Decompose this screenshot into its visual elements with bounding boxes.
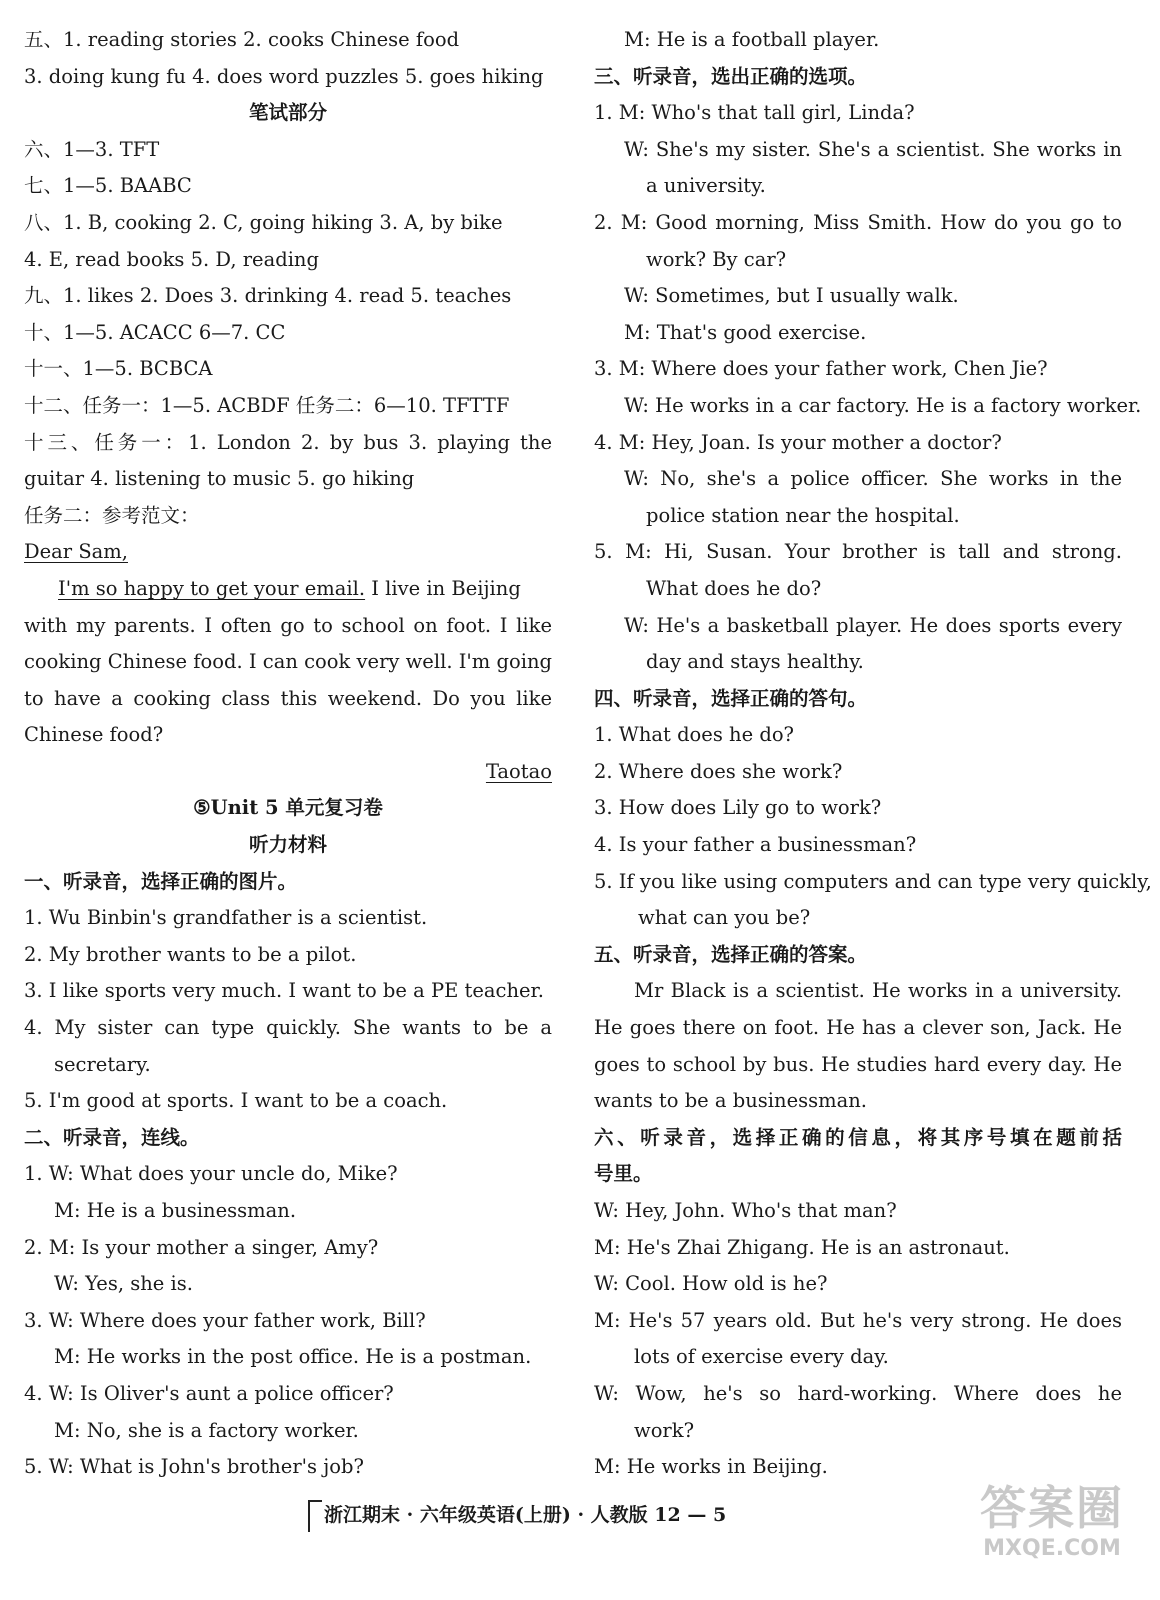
right-column xyxy=(594,22,1152,1486)
right-text-line: What does he do? xyxy=(646,576,822,600)
left-text-line: 5. I'm good at sports. I want to be a coach. xyxy=(24,1089,448,1113)
left-text-line: 八、1. B, cooking 2. C, going hiking 3. A, by bike xyxy=(24,210,503,234)
right-text-line: a university. xyxy=(646,174,766,198)
left-text-line: 十、1—5. ACACC 6—7. CC xyxy=(24,320,286,344)
right-text-line: He goes there on foot. He has a clever son, Jack. He xyxy=(594,1016,1122,1040)
right-text-line: 5. If you like using computers and can type very quickly, xyxy=(594,869,1152,893)
left-text-line: 九、1. likes 2. Does 3. drinking 4. read 5. teaches xyxy=(24,284,512,308)
text-segment: I live in Beijing xyxy=(365,576,521,600)
right-text-line: W: Cool. How old is he? xyxy=(594,1272,828,1296)
left-text-line: W: Yes, she is. xyxy=(54,1272,193,1296)
left-text-line: Dear Sam, xyxy=(24,540,128,564)
left-column xyxy=(24,22,552,1486)
right-text-line: M: He's 57 years old. But he's very strong. He does xyxy=(594,1308,1122,1332)
left-text-line: to have a cooking class this weekend. Do you like xyxy=(24,686,552,710)
left-text-line: with my parents. I often go to school on foot. I like xyxy=(24,613,552,637)
watermark-logo-text: 答案圈 xyxy=(980,1481,1124,1535)
right-text-line: 3. M: Where does your father work, Chen Jie? xyxy=(594,357,1048,381)
right-text-line: W: He works in a car factory. He is a factory worker. xyxy=(624,393,1142,417)
right-text-line: 2. Where does she work? xyxy=(594,759,843,783)
left-text-line: 七、1—5. BAABC xyxy=(24,174,192,198)
left-text-line: 1. Wu Binbin's grandfather is a scientist. xyxy=(24,906,428,930)
right-text-line: M: He's Zhai Zhigang. He is an astronaut. xyxy=(594,1235,1010,1259)
right-text-line: 号里。 xyxy=(594,1162,653,1186)
right-text-line: M: That's good exercise. xyxy=(624,320,867,344)
left-text-line: 4. W: Is Oliver's aunt a police officer? xyxy=(24,1381,394,1405)
left-text-line: Taotao xyxy=(485,759,552,783)
left-text-line: 2. My brother wants to be a pilot. xyxy=(24,942,357,966)
left-text-line: 4. E, read books 5. D, reading xyxy=(24,247,319,271)
footer-bracket-mark xyxy=(308,1500,322,1532)
left-text-line: 任务二：参考范文： xyxy=(24,503,200,527)
left-text-line: ⑤Unit 5 单元复习卷 xyxy=(193,796,383,820)
top-header-fragment xyxy=(360,0,490,6)
left-text-line: Chinese food? xyxy=(24,723,164,747)
right-text-line: 1. M: Who's that tall girl, Linda? xyxy=(594,101,915,125)
left-text-line: 二、听录音，连线。 xyxy=(24,1125,200,1149)
right-text-line: 2. M: Good morning, Miss Smith. How do you go to xyxy=(594,210,1122,234)
right-text-line: W: He's a basketball player. He does sports every xyxy=(624,613,1122,637)
right-text-line: 四、听录音，选择正确的答句。 xyxy=(594,686,868,710)
text-segment: I'm so happy to get your email. xyxy=(58,576,366,600)
left-text-line: 六、1—3. TFT xyxy=(24,137,160,161)
watermark-url: MXQE.COM xyxy=(983,1536,1121,1561)
watermark-logo xyxy=(972,1480,1132,1580)
right-text-line: 六、听录音，选择正确的信息，将其序号填在题前括 xyxy=(594,1125,1122,1149)
left-text-line: 4. My sister can type quickly. She wants to be a xyxy=(24,1016,552,1040)
right-text-line: W: Hey, John. Who's that man? xyxy=(594,1199,897,1222)
right-text-line: W: Sometimes, but I usually walk. xyxy=(624,284,959,308)
right-text-line: 五、听录音，选择正确的答案。 xyxy=(594,942,868,966)
right-text-line: 4. M: Hey, Joan. Is your mother a doctor? xyxy=(594,430,1002,454)
left-text-line: M: He is a businessman. xyxy=(54,1199,297,1222)
footer-text: 浙江期末 · 六年级英语(上册) · 人教版 12 — 5 xyxy=(324,1504,727,1526)
right-text-line: lots of exercise every day. xyxy=(634,1345,889,1369)
right-text-line: M: He is a football player. xyxy=(624,28,880,51)
left-text-line: M: He works in the post office. He is a postman. xyxy=(54,1345,532,1369)
page-footer xyxy=(308,1498,804,1532)
left-text-line: 一、听录音，选择正确的图片。 xyxy=(24,869,298,893)
right-text-line: 4. Is your father a businessman? xyxy=(594,833,917,857)
left-text-line: guitar 4. listening to music 5. go hiking xyxy=(24,467,415,491)
left-text-line: 3. W: Where does your father work, Bill? xyxy=(24,1308,426,1332)
right-text-line: 3. How does Lily go to work? xyxy=(594,796,882,820)
right-text-line: what can you be? xyxy=(638,906,811,930)
left-text-line: cooking Chinese food. I can cook very well. I'm going xyxy=(24,650,552,674)
left-text-line: 十二、任务一：1—5. ACBDF 任务二：6—10. TFTTF xyxy=(24,393,510,417)
left-text-line: 5. W: What is John's brother's job? xyxy=(24,1455,364,1479)
left-text-line: secretary. xyxy=(54,1052,151,1076)
right-text-line: police station near the hospital. xyxy=(646,503,960,527)
right-text-line: wants to be a businessman. xyxy=(594,1089,868,1113)
right-text-line: work? xyxy=(634,1418,695,1442)
left-text-line: 1. W: What does your uncle do, Mike? xyxy=(24,1162,398,1186)
right-text-line: 三、听录音，选出正确的选项。 xyxy=(594,64,868,88)
left-text-line xyxy=(24,571,552,608)
right-text-line: M: He works in Beijing. xyxy=(594,1455,828,1479)
right-text-line: W: Wow, he's so hard-working. Where does he xyxy=(594,1381,1122,1405)
right-text-line: W: She's my sister. She's a scientist. She works in xyxy=(624,137,1122,161)
left-text-line: 听力材料 xyxy=(248,833,327,857)
right-text-line: goes to school by bus. He studies hard every day. He xyxy=(594,1052,1122,1076)
left-text-line: 十三、任务一：1. London 2. by bus 3. playing the xyxy=(24,430,552,454)
left-text-line: 十一、1—5. BCBCA xyxy=(24,357,213,381)
left-text-line: 3. I like sports very much. I want to be a PE teacher. xyxy=(24,979,544,1003)
left-text-line: M: No, she is a factory worker. xyxy=(54,1418,359,1442)
right-text-line: Mr Black is a scientist. He works in a university. xyxy=(634,979,1122,1003)
left-text-line: 2. M: Is your mother a singer, Amy? xyxy=(24,1235,379,1259)
right-text-line: 1. What does he do? xyxy=(594,723,795,747)
right-text-line: W: No, she's a police officer. She works in the xyxy=(624,467,1122,491)
right-text-line: work? By car? xyxy=(646,247,787,271)
left-text-line: 笔试部分 xyxy=(248,101,327,125)
right-text-line: day and stays healthy. xyxy=(646,650,864,674)
left-text-line: 五、1. reading stories 2. cooks Chinese food xyxy=(24,28,460,51)
right-text-line: 5. M: Hi, Susan. Your brother is tall and strong. xyxy=(594,540,1122,564)
left-text-line: 3. doing kung fu 4. does word puzzles 5. goes hiking xyxy=(24,64,544,88)
